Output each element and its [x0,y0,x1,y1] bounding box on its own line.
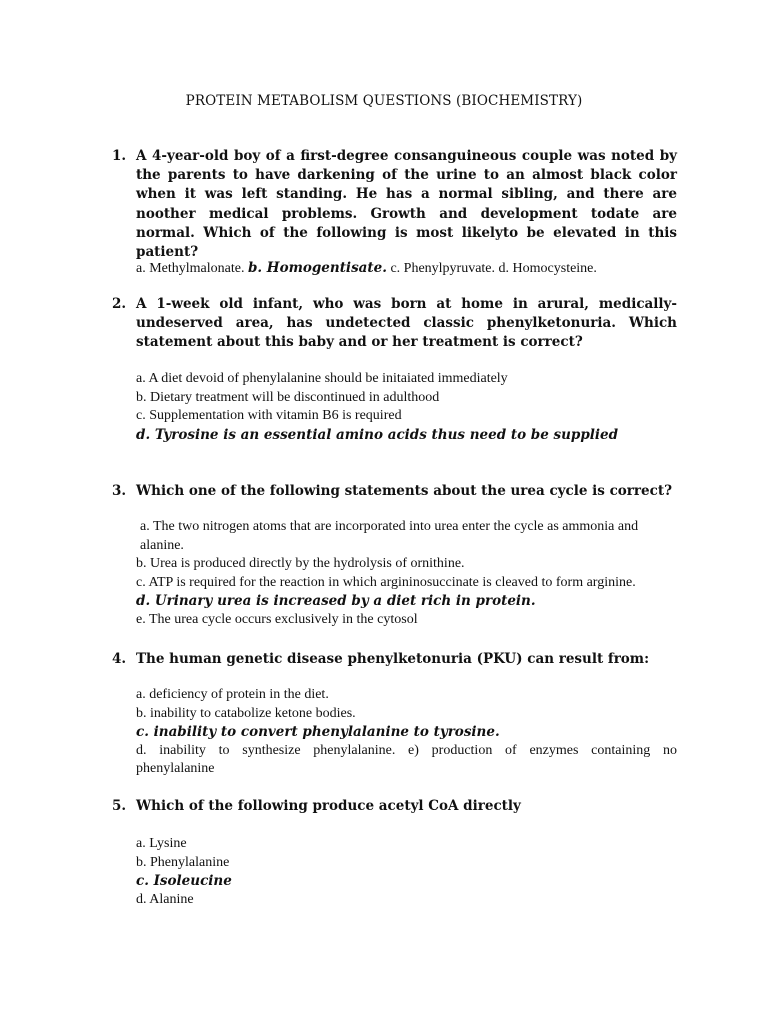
option-d-correct: d. Urinary urea is increased by a diet rich in protein. [136,593,536,610]
option-c: c. Supplementation with vitamin B6 is required [136,408,402,424]
option-a: a. Lysine [136,836,187,851]
question-number: 1. [112,148,127,164]
question-text: Which one of the following statements about the urea cycle is correct? [136,483,672,499]
question-number: 5. [112,798,127,814]
option-a: a. Methylmalonate. [136,261,245,276]
question-number: 2. [112,296,127,312]
question-number: 3. [112,483,127,499]
question-3 [112,482,677,501]
question-4 [112,650,677,669]
option-c: c. Phenylpyruvate. [390,261,496,276]
option-e: e. The urea cycle occurs exclusively in the cytosol [136,611,418,627]
option-a: a. The two nitrogen atoms that are incorporated into urea enter the cycle as ammonia and alanine. [140,519,639,553]
answers-5 [136,835,677,909]
question-text: The human genetic disease phenylketonuria (PKU) can result from: [136,651,650,667]
option-c-correct: c. inability to convert phenylalanine to tyrosine. [136,724,500,741]
option-a: a. A diet devoid of phenylalanine should be initaiated immediately [136,371,508,386]
question-5 [112,797,677,816]
answers-4 [136,686,677,779]
answers-3 [136,518,677,630]
option-d: d. Alanine [136,891,194,907]
question-1 [112,147,677,262]
option-d: d. Homocysteine. [498,261,597,276]
question-text: A 1-week old infant, who was born at home in arural, medically-undeserved area, has undetected classic phenylketonuria. Which statement about this baby and or her treatment is correct? [136,296,677,351]
question-text: A 4-year-old boy of a first-degree consanguineous couple was noted by the parents to have darkening of the urine to an almost black color when it was left standing. He has a normal sibling, and there are noother medical problems. Growth and development todate are normal. Which of the following is most likelyto be elevated in this patient? [136,148,677,261]
option-b: b. Dietary treatment will be discontinued in adulthood [136,389,440,405]
option-c: c. ATP is required for the reaction in which argininosuccinate is cleaved to form arginine. [136,574,636,590]
page-title: PROTEIN METABOLISM QUESTIONS (BIOCHEMISTRY) [185,93,583,109]
option-b: b. inability to catabolize ketone bodies. [136,705,356,721]
option-d-correct: d. Tyrosine is an essential amino acids thus need to be supplied [136,426,619,443]
option-b-correct: b. Homogentisate. [247,260,387,276]
answers-1 [136,259,677,279]
option-b: b. Urea is produced directly by the hydrolysis of ornithine. [136,556,465,572]
option-a: a. deficiency of protein in the diet. [136,687,329,702]
question-number: 4. [112,651,127,667]
question-2 [112,295,677,353]
answers-2 [136,370,677,444]
option-d: d. inability to synthesize phenylalanine. e) production of enzymes containing no phenylalanine [136,742,677,777]
option-c-correct: c. Isoleucine [136,873,232,890]
question-text: Which of the following produce acetyl CoA directly [136,798,521,814]
option-b: b. Phenylalanine [136,854,230,870]
